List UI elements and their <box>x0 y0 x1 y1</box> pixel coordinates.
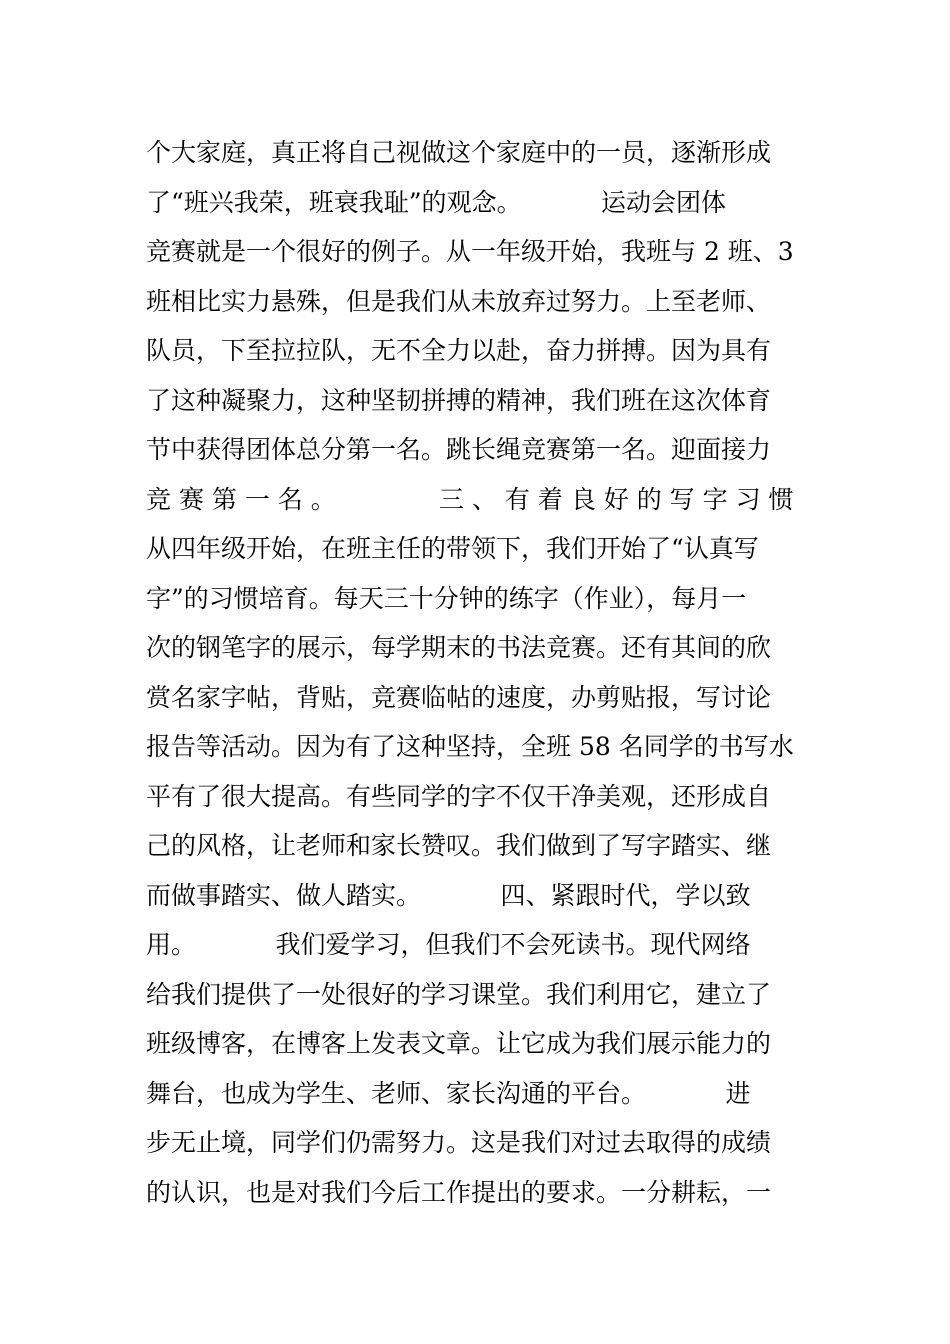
text-line: 字”的习惯培育。每天三十分钟的练字（作业），每月一 <box>146 583 747 613</box>
text-line: 竞 赛 第 一 名 。 三 、 有 着 良 好 的 写 字 习 惯 <box>146 484 794 514</box>
text-line: 了这种凝聚力，这种坚韧拼搏的精神，我们班在这次体育 <box>146 385 772 415</box>
text-line: 次的钢笔字的展示，每学期末的书法竞赛。还有其间的欣 <box>146 633 772 662</box>
text-line: 了“班兴我荣，班衰我耻”的观念。 运动会团体 <box>146 187 727 217</box>
text-line: 用。 我们爱学习，但我们不会死读书。现代网络 <box>146 930 751 959</box>
text-line: 从四年级开始，在班主任的带领下，我们开始了“认真写 <box>146 534 759 563</box>
text-line: 竞赛就是一个很好的例子。从一年级开始，我班与 2 班、3 <box>146 237 794 266</box>
text-line: 节中获得团体总分第一名。跳长绳竞赛第一名。迎面接力 <box>146 435 772 464</box>
text-line: 步无止境，同学们仍需努力。这是我们对过去取得的成绩 <box>146 1128 772 1157</box>
text-line: 报告等活动。因为有了这种坚持，全班 58 名同学的书写水 <box>146 732 794 761</box>
text-line: 个大家庭，真正将自己视做这个家庭中的一员，逐渐形成 <box>146 138 772 167</box>
body-text <box>146 128 808 1217</box>
text-line: 赏名家字帖，背贴，竞赛临帖的速度，办剪贴报，写讨论 <box>146 682 772 712</box>
text-line: 而做事踏实、做人踏实。 四、紧跟时代，学以致 <box>146 880 751 910</box>
text-line: 班相比实力悬殊，但是我们从未放弃过努力。上至老师、 <box>146 286 772 316</box>
text-line: 己的风格，让老师和家长赞叹。我们做到了写字踏实、继 <box>146 831 772 860</box>
text-line: 舞台，也成为学生、老师、家长沟通的平台。 进 <box>146 1078 751 1108</box>
text-line: 队员，下至拉拉队，无不全力以赴，奋力拼搏。因为具有 <box>146 336 772 365</box>
text-line: 给我们提供了一处很好的学习课堂。我们利用它，建立了 <box>146 979 772 1009</box>
text-line: 平有了很大提高。有些同学的字不仅干净美观，还形成自 <box>146 781 772 811</box>
text-line: 的认识，也是对我们今后工作提出的要求。一分耕耘，一 <box>146 1177 772 1207</box>
text-line: 班级博客，在博客上发表文章。让它成为我们展示能力的 <box>146 1029 772 1058</box>
